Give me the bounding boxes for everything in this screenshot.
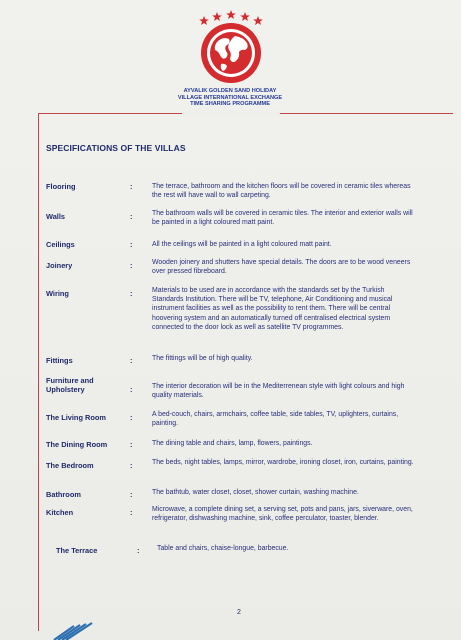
spec-label: Flooring <box>46 182 76 191</box>
spec-text: Wooden joinery and shutters have special details. The doors are to be wood veneers over pressed fibreboard. <box>152 259 411 276</box>
wave-logo-icon <box>46 606 96 640</box>
spec-text: A bed-couch, chairs, armchairs, coffee table, side tables, TV, uplighters, curtains, painting. <box>152 411 399 428</box>
spec-label: Ceilings <box>46 240 75 249</box>
spec-text: The fittings will be of high quality. <box>152 355 253 362</box>
spec-colon: : <box>130 508 133 517</box>
spec-label: The Living Room <box>46 413 106 422</box>
spec-colon: : <box>130 490 133 499</box>
org-line: TIME SHARING PROGRAMME <box>190 101 270 108</box>
spec-label: The Terrace <box>56 546 98 555</box>
spec-colon: : <box>137 546 140 555</box>
spec-label: Furniture and Upholstery <box>46 376 94 394</box>
spec-colon: : <box>130 240 133 249</box>
org-line: AYVALIK GOLDEN SAND HOLIDAY <box>183 88 277 94</box>
spec-colon: : <box>130 440 133 449</box>
spec-label: Walls <box>46 212 66 221</box>
spec-colon: : <box>130 461 133 470</box>
spec-text: All the ceilings will be painted in a light coloured matt paint. <box>152 241 332 248</box>
spec-colon: : <box>130 289 133 298</box>
spec-label: Joinery <box>46 261 73 270</box>
spec-label: Bathroom <box>46 490 81 499</box>
spec-text: The interior decoration will be in the Mediterrenean style with light colours and high quality materials. <box>152 383 405 400</box>
spec-colon: : <box>130 413 133 422</box>
page-title: SPECIFICATIONS OF THE VILLAS <box>46 143 186 153</box>
spec-text: The bathroom walls will be covered in ceramic tiles. The interior and exterior walls will be painted in a light coloured matt paint. <box>152 210 413 227</box>
spec-label: Kitchen <box>46 508 74 517</box>
spec-label: The Bedroom <box>46 461 94 470</box>
spec-text: Table and chairs, chaise-longue, barbecue. <box>157 545 289 552</box>
spec-label: Fittings <box>46 356 73 365</box>
spec-colon: : <box>130 356 133 365</box>
spec-text: The dining table and chairs, lamp, flowers, paintings. <box>152 440 313 447</box>
spec-label: The Dining Room <box>46 440 108 449</box>
spec-text: The terrace, bathroom and the kitchen floors will be covered in ceramic tiles whereas the rest will have wall to wall carpeting. <box>152 183 411 200</box>
spec-text: Microwave, a complete dining set, a serving set, pots and pans, jars, siverware, oven, refrigerator, dishwashing machine, sink, coffee perculator, toaster, blender. <box>152 506 413 523</box>
spec-text: Materials to be used are in accordance with the standards set by the Turkish Standards Institution. There will be TV, telephone, Air Conditioning and musical instrument facilities as well as the possibility to rent them. There will be central hoovering system and an automatically turned off centralised electrical system connected to the door lock as well as satellite TV programmes. <box>152 287 393 331</box>
spec-text: The beds, night tables, lamps, mirror, wardrobe, ironing closet, iron, curtains, painting. <box>152 459 414 466</box>
org-line: VILLAGE INTERNATIONAL EXCHANGE <box>177 94 283 101</box>
spec-text: The bathtub, water closet, closet, shower curtain, washing machine. <box>152 489 359 496</box>
spec-label: Wiring <box>46 289 69 298</box>
page-number: 2 <box>237 609 241 616</box>
spec-colon: : <box>130 261 133 270</box>
spec-colon: : <box>130 182 133 191</box>
spec-colon: : <box>130 212 133 221</box>
spec-colon: : <box>130 385 133 394</box>
